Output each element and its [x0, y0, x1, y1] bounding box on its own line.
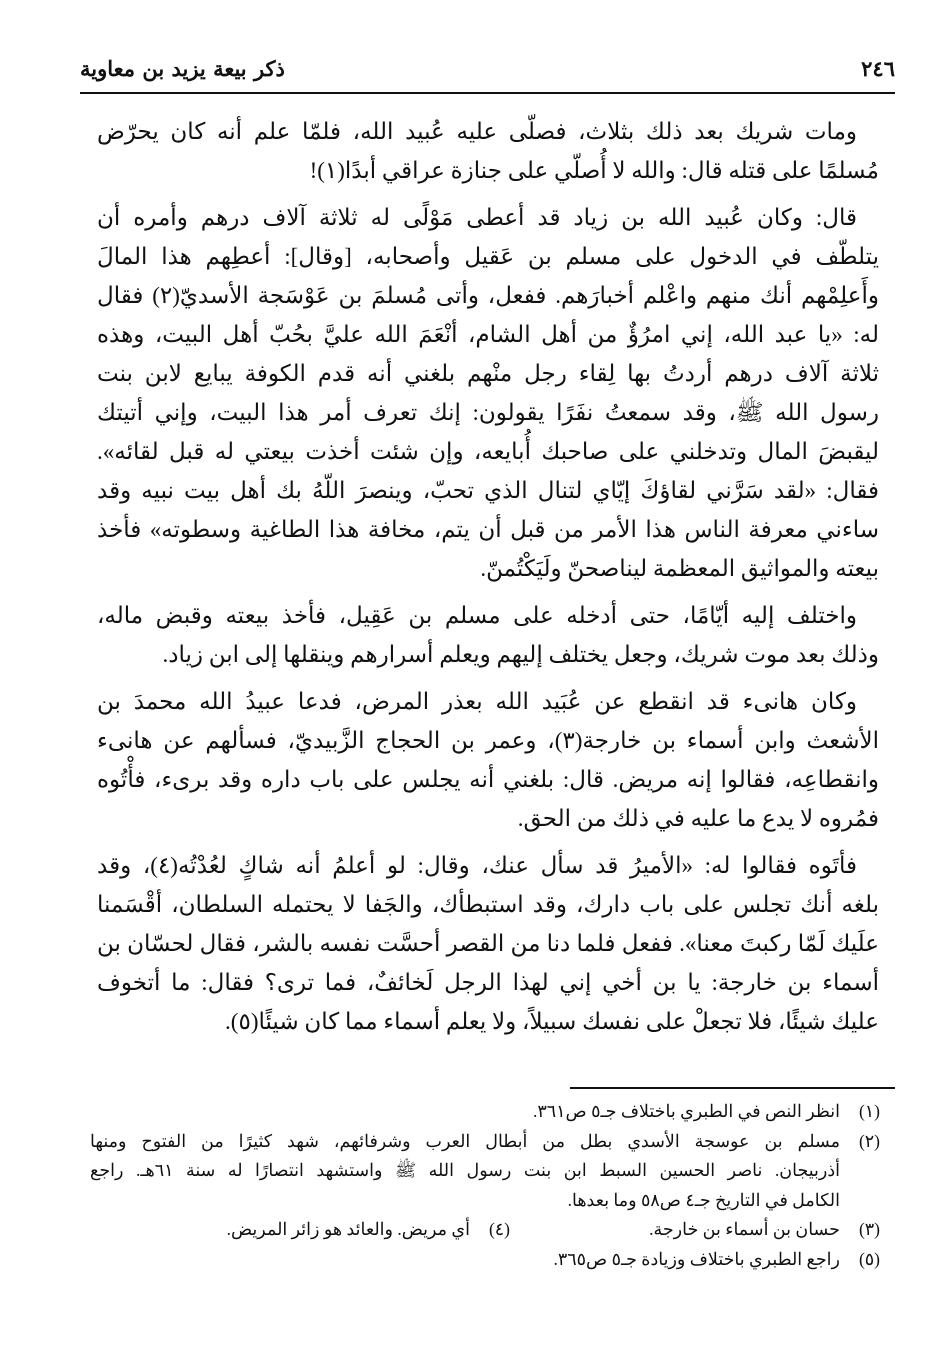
text-line: بيعته والمواثيق المعظمة ليناصحنّ ولَيَكْتُمنّ.	[480, 556, 879, 581]
text-line: رسول الله ﷺ، وقد سمعتُ نفَرًا يقولون: إنك تعرف أمر هذا البيت، وإني أتيتك	[97, 400, 879, 425]
paragraph	[97, 596, 879, 674]
footnote-text: انظر النص في الطبري باختلاف جـ٥ ص٣٦١.	[532, 1101, 840, 1121]
text-line: وكان هانىء قد انقطع عن عُبَيد الله بعذر المرض، فدعا عبيدُ الله محمدَ بن	[97, 689, 857, 714]
footnote-number: (٣)	[858, 1219, 880, 1239]
paragraph-gap	[97, 588, 879, 596]
footnote-text: أي مريض. والعائد هو زائر المريض.	[226, 1219, 470, 1239]
footnote-number: (٥)	[858, 1248, 880, 1269]
text-line: الأشعث وابن أسماء بن خارجة(٣)، وعمر بن الحجاج الزَّبيديّ، فسألهم عن هانىء	[97, 728, 879, 753]
footnote-5	[90, 1245, 880, 1275]
text-line: له: «يا عبد الله، إني امرُؤٌ من أهل الشام، أنْعَمَ الله عليَّ بحُبّ أهل البيت، وهذه	[97, 322, 879, 347]
footnote-number: (١)	[858, 1101, 880, 1121]
footnote-2-cont	[90, 1156, 880, 1186]
text-line: وانقطاعِه، فقالوا إنه مريض. قال: بلغني أنه يجلس على باب داره وقد برىء، فأْتُوه	[97, 767, 879, 792]
paragraph	[97, 682, 879, 838]
footnotes	[90, 1097, 880, 1274]
footnote-number: (٤)	[488, 1219, 510, 1239]
footnote-text: أذربيجان. ناصر الحسين السبط ابن بنت رسول الله ﷺ واستشهد انتصارًا له سنة ٦١هـ. راجع	[90, 1160, 840, 1180]
footnote-text: مسلم بن عوسجة الأسدي بطل من أبطال العرب وشرفائهم، شهد كثيرًا من الفتوح ومنها	[90, 1130, 840, 1151]
footnote-1	[90, 1097, 880, 1127]
text-line: ثلاثة آلاف درهم أردتُ بها لِقاء رجل منْهم بلغني أنه قدم الكوفة يبايع لابن بنت	[97, 361, 879, 386]
footnote-number: (٢)	[858, 1130, 880, 1151]
text-line: فقال: «لقد سَرَّني لقاؤكَ إيّاي لتنال الذي تحبّ، وينصرَ اللّهُ بك أهل بيت نبيه وقد	[97, 478, 879, 503]
paragraph	[97, 198, 879, 588]
text-line: مُسلمًا على قتله قال: والله لا أُصلّي على جنازة عراقي أبدًا(١)!	[309, 158, 879, 183]
text-line: عليك شيئًا، فلا تجعلْ على نفسك سبيلاً، ولا يعلم أسماء مما كان شيئًا(٥).	[225, 1009, 879, 1034]
text-line: فمُروه لا يدع ما عليه في ذلك من الحق.	[517, 806, 879, 831]
footnote-3-4	[90, 1215, 880, 1245]
text-line: ليقبضَ المال وتدخلني على صاحبك أُبايعه، وإن شئت أخذت بيعتي له قبل لقائه».	[97, 439, 879, 464]
text-line: قال: وكان عُبيد الله بن زياد قد أعطى مَوْلًى له ثلاثة آلاف درهم وأمره أن	[97, 205, 857, 230]
page-number: ٢٤٦	[861, 56, 895, 81]
text-line: أسماء بن خارجة: يا بن أخي إني لهذا الرجل لَخائفٌ، فما ترى؟ فقال: ما أتخوف	[97, 970, 879, 995]
text-line: فأتَوه فقالوا له: «الأميرُ قد سأل عنك، وقال: لو أعلمُ أنه شاكٍ لعُدْتُه(٤)، وقد	[97, 853, 857, 878]
chapter-title: ذكر بيعة يزيد بن معاوية	[80, 56, 285, 81]
header-rule	[80, 92, 895, 94]
text-line: وأَعلِمْهم أنك منهم واعْلم أخبارَهم. ففعل، وأتى مُسلمَ بن عَوْسَجة الأسديّ(٢) فقال	[97, 283, 880, 308]
text-line: وذلك بعد موت شريك، وجعل يختلف إليهم ويعلم أسرارهم وينقلها إلى ابن زياد.	[162, 642, 879, 667]
paragraph	[97, 112, 879, 190]
text-line: ومات شريك بعد ذلك بثلاث، فصلّى عليه عُبيد الله، فلمّا علم أنه كان يحرّض	[97, 119, 857, 144]
main-text	[97, 112, 879, 1041]
footnote-rule	[570, 1087, 895, 1089]
paragraph-gap	[97, 838, 879, 846]
paragraph-gap	[97, 190, 879, 198]
footnote-2	[90, 1127, 880, 1157]
footnote-text: راجع الطبري باختلاف وزيادة جـ٥ ص٣٦٥.	[553, 1248, 840, 1269]
footnote-text: الكامل في التاريخ جـ٤ ص٥٨ وما بعدها.	[567, 1189, 840, 1210]
paragraph	[97, 846, 879, 1041]
text-line: علَيك لَمّا ركبتَ معنا». ففعل فلما دنا من القصر أحسَّت نفسه بالشر، فقال لحسّان بن	[97, 931, 879, 956]
text-line: بلغه أنك تجلس على باب دارك، وقد استبطأك، والجَفا لا يحتمله السلطان، أقْسَمنا	[97, 892, 879, 917]
text-line: ساءني معرفة الناس هذا الأمر من قبل أن يتم، مخافة هذا الطاغية وسطوته» فأخذ	[97, 517, 879, 542]
footnote-2-cont	[90, 1186, 880, 1216]
footnote-text: حسان بن أسماء بن خارجة.	[649, 1219, 840, 1239]
text-line: واختلف إليه أيّامًا، حتى أدخله على مسلم بن عَقِيل، فأخذ بيعته وقبض ماله،	[97, 603, 857, 628]
paragraph-gap	[97, 674, 879, 682]
text-line: يتلطّف في الدخول على مسلم بن عَقيل وأصحابه، [وقال]: أعطِهم هذا المالَ	[97, 244, 879, 269]
